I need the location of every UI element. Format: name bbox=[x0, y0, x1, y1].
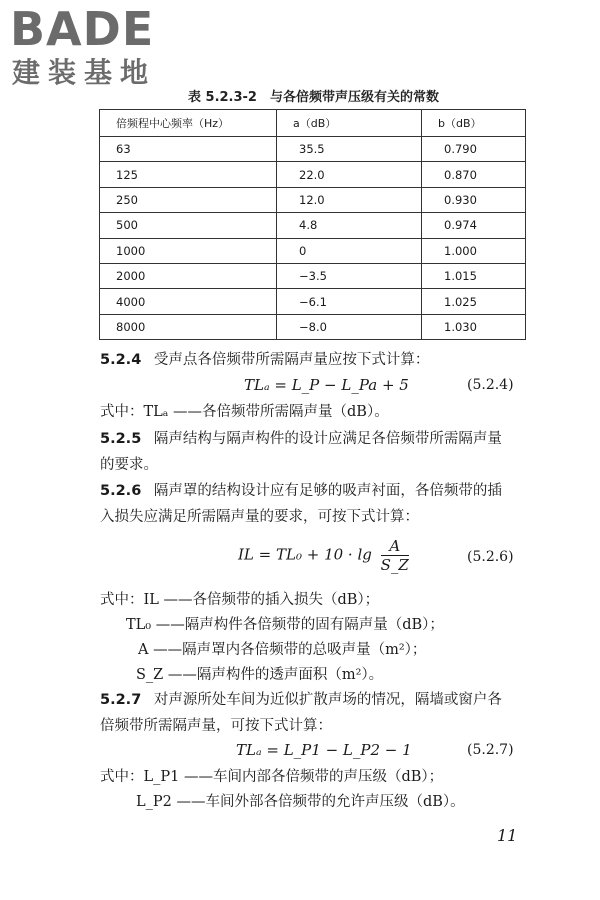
section-5-2-5 bbox=[100, 429, 502, 449]
table-row bbox=[100, 162, 526, 187]
cell-b: 0.790 bbox=[422, 137, 526, 162]
section-number: 5.2.5 bbox=[100, 431, 142, 447]
cell-frequency: 4000 bbox=[100, 289, 277, 314]
where-clause: A ——隔声罩内各倍频带的总吸声量（m²）； bbox=[138, 642, 427, 658]
cell-b: 0.930 bbox=[422, 187, 526, 212]
cell-b: 1.000 bbox=[422, 238, 526, 263]
cell-frequency: 500 bbox=[100, 213, 277, 238]
table-header-row bbox=[100, 110, 526, 137]
cell-b: 1.015 bbox=[422, 263, 526, 288]
section-number: 5.2.6 bbox=[100, 483, 142, 499]
cell-frequency: 2000 bbox=[100, 263, 277, 288]
cell-a: −3.5 bbox=[277, 263, 422, 288]
table-row bbox=[100, 263, 526, 288]
constants-table bbox=[99, 109, 526, 340]
section-5-2-4 bbox=[100, 350, 429, 370]
section-5-2-6 bbox=[100, 481, 502, 501]
logo-word: BADE bbox=[10, 2, 155, 56]
cell-b: 0.870 bbox=[422, 162, 526, 187]
section-text: 对声源所处车间为近似扩散声场的情况，隔墙或窗户各 bbox=[153, 692, 502, 708]
cell-a: 0 bbox=[277, 238, 422, 263]
equation-5-2-4: TLₐ = L_P − L_Pa + 5 bbox=[244, 376, 409, 394]
header-frequency: 倍频程中心频率（Hz） bbox=[100, 110, 277, 137]
section-number: 5.2.4 bbox=[100, 352, 142, 368]
where-clause: S_Z ——隔声构件的透声面积（m²）。 bbox=[136, 667, 384, 683]
where-clause: 式中：L_P1 ——车间内部各倍频带的声压级（dB）； bbox=[100, 769, 444, 785]
table-row bbox=[100, 187, 526, 212]
equation-number: (5.2.4) bbox=[467, 377, 514, 393]
section-text: 隔声结构与隔声构件的设计应满足各倍频带所需隔声量 bbox=[153, 431, 502, 447]
header-b: b（dB） bbox=[422, 110, 526, 137]
equation-left: IL = TL₀ + 10 · lg bbox=[238, 545, 372, 564]
cell-b: 1.030 bbox=[422, 314, 526, 339]
where-clause: TL₀ ——隔声构件各倍频带的固有隔声量（dB）； bbox=[126, 617, 444, 633]
fraction-denominator: S_Z bbox=[380, 556, 409, 574]
cell-frequency: 63 bbox=[100, 137, 277, 162]
header-a: a（dB） bbox=[277, 110, 422, 137]
logo bbox=[8, 4, 178, 96]
where-clause: 式中：TLₐ ——各倍频带所需隔声量（dB）。 bbox=[100, 404, 389, 420]
table-row bbox=[100, 289, 526, 314]
cell-frequency: 1000 bbox=[100, 238, 277, 263]
section-5-2-7 bbox=[100, 690, 502, 710]
section-text-continued: 的要求。 bbox=[100, 457, 158, 473]
cell-b: 1.025 bbox=[422, 289, 526, 314]
table-row bbox=[100, 137, 526, 162]
section-text-continued: 倍频带所需隔声量，可按下式计算： bbox=[100, 718, 332, 734]
equation-5-2-7: TLₐ = L_P1 − L_P2 − 1 bbox=[236, 741, 412, 759]
cell-a: 35.5 bbox=[277, 137, 422, 162]
section-text: 隔声罩的结构设计应有足够的吸声衬面，各倍频带的插 bbox=[153, 483, 502, 499]
section-text-continued: 入损失应满足所需隔声量的要求，可按下式计算： bbox=[100, 509, 419, 525]
cell-frequency: 8000 bbox=[100, 314, 277, 339]
table-row bbox=[100, 213, 526, 238]
equation-5-2-6 bbox=[238, 537, 409, 574]
where-clause: 式中：IL ——各倍频带的插入损失（dB）； bbox=[100, 592, 380, 608]
logo-subtitle: 建装基地 bbox=[12, 56, 157, 89]
where-clause: L_P2 ——车间外部各倍频带的允许声压级（dB）。 bbox=[136, 794, 465, 810]
table-row bbox=[100, 314, 526, 339]
cell-b: 0.974 bbox=[422, 213, 526, 238]
cell-frequency: 250 bbox=[100, 187, 277, 212]
table-caption: 表 5.2.3-2 与各倍频带声压级有关的常数 bbox=[188, 90, 439, 105]
section-text: 受声点各倍频带所需隔声量应按下式计算： bbox=[153, 352, 430, 368]
cell-a: 12.0 bbox=[277, 187, 422, 212]
cell-a: 22.0 bbox=[277, 162, 422, 187]
equation-number: (5.2.6) bbox=[467, 549, 514, 565]
cell-frequency: 125 bbox=[100, 162, 277, 187]
cell-a: −6.1 bbox=[277, 289, 422, 314]
cell-a: 4.8 bbox=[277, 213, 422, 238]
equation-number: (5.2.7) bbox=[467, 742, 514, 758]
page-number: 11 bbox=[497, 826, 518, 845]
section-number: 5.2.7 bbox=[100, 692, 142, 708]
fraction bbox=[381, 537, 409, 574]
table-row bbox=[100, 238, 526, 263]
cell-a: −8.0 bbox=[277, 314, 422, 339]
fraction-numerator: A bbox=[381, 537, 409, 556]
